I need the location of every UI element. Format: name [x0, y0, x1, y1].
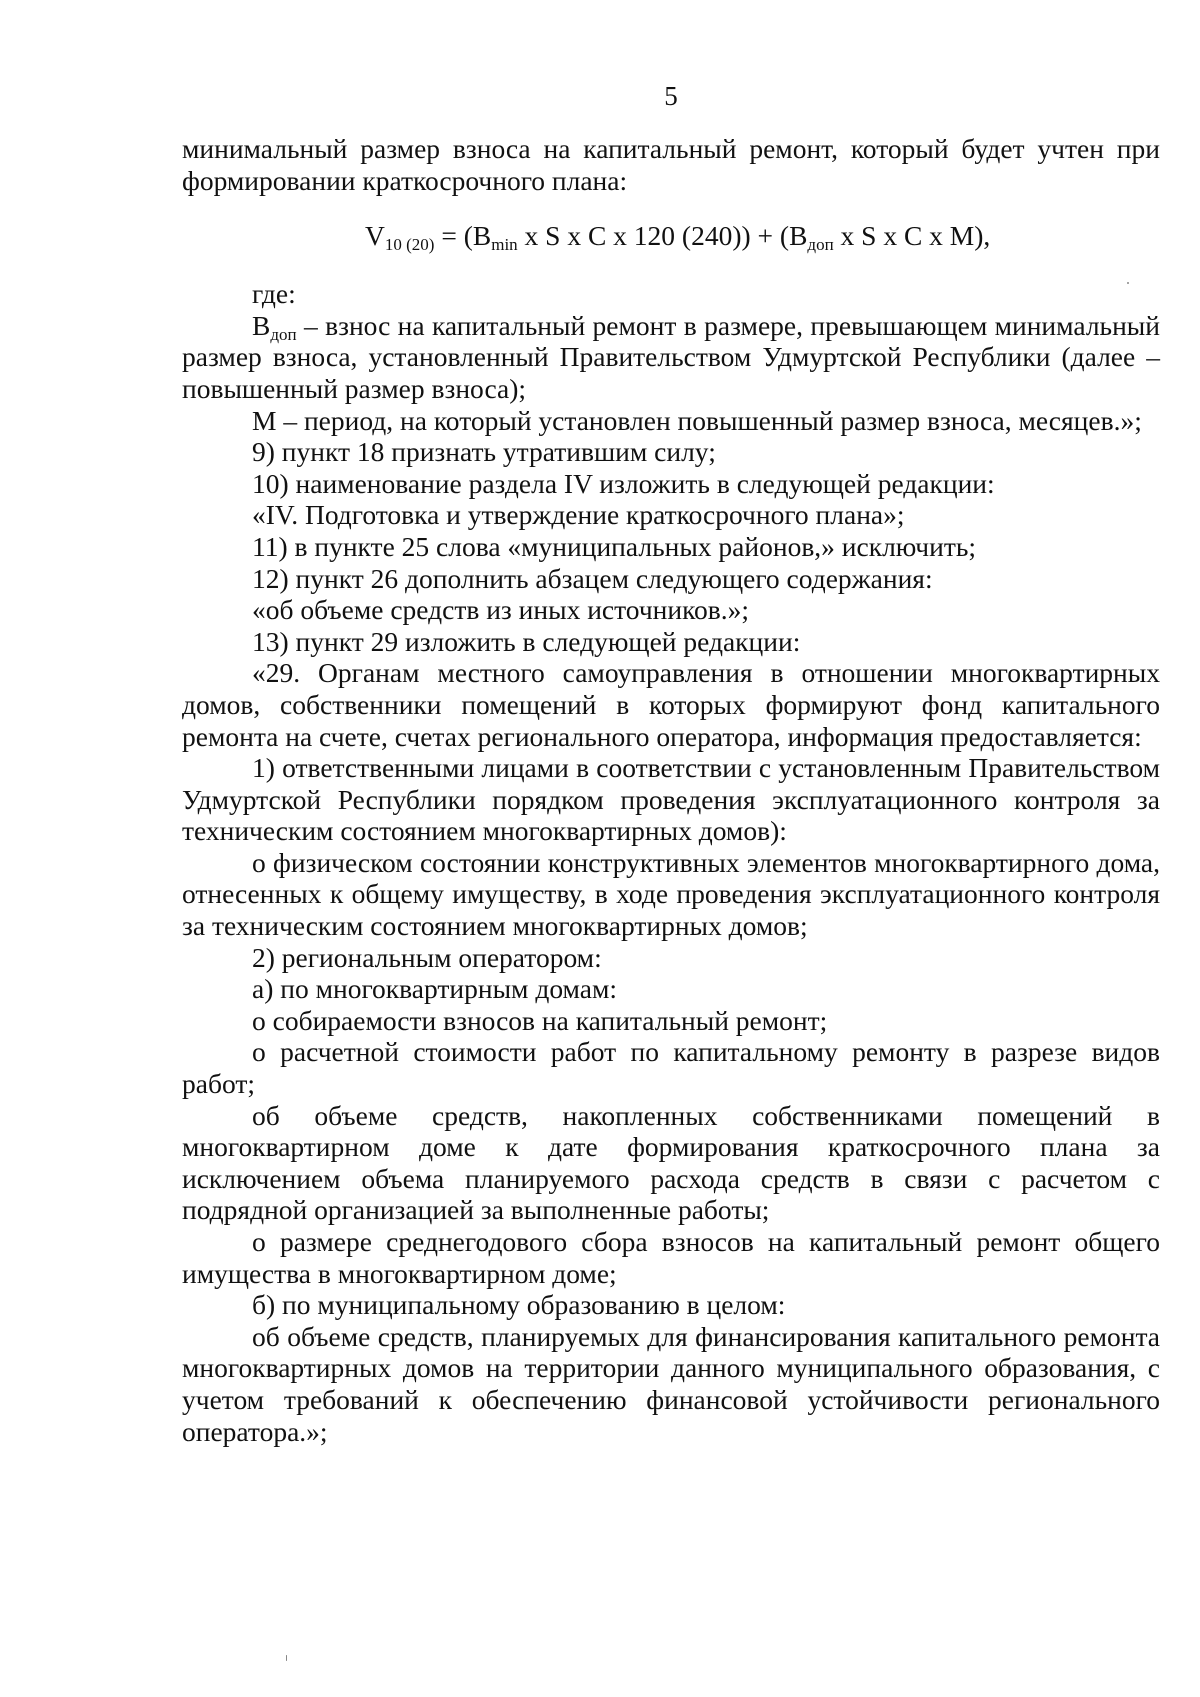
subitem-2b-funding: об объеме средств, планируемых для финансирования капитального ремонта многоквартирных домов на территории данного муниципального образования, с учетом требований к обеспечению финансовой устойчивости регионального оператора.»; [182, 1320, 1160, 1447]
subitem-2a-cost: о расчетной стоимости работ по капитальному ремонту в разрезе видов работ; [182, 1036, 1160, 1100]
formula-part-3: x S x C x M), [833, 220, 991, 252]
item-13: 13) пункт 29 изложить в следующей редакции: [252, 625, 801, 657]
document-body [182, 133, 1160, 1447]
formula-bmin-subscript: min [491, 235, 518, 255]
formula-part-2: x S x C x 120 (240)) + (B [517, 220, 808, 252]
formula-part-1: = (B [434, 220, 492, 252]
subitem-1: 1) ответственными лицами в соответствии с установленным Правительством Удмуртской Республики порядком проведения эксплуатационного контроля за техническим состоянием многоквартирных домов): [182, 752, 1160, 847]
page-number: 5 [664, 81, 678, 111]
paragraph-29: «29. Органам местного самоуправления в отношении многоквартирных домов, собственники помещений в которых формируют фонд капитального ремонта на счете, счетах регионального оператора, информация предоставляется: [182, 657, 1160, 752]
subitem-2a: а) по многоквартирным домам: [252, 973, 618, 1005]
item-11: 11) в пункте 25 слова «муниципальных районов,» исключить; [252, 530, 977, 562]
paragraph-intro: минимальный размер взноса на капитальный ремонт, который будет учтен при формировании краткосрочного плана: [182, 133, 1160, 196]
definition-m: M – период, на который установлен повышенный размер взноса, месяцев.»; [252, 404, 1142, 436]
item-12-quote: «об объеме средств из иных источников.»; [252, 594, 750, 626]
definition-bdop-text: – взнос на капитальный ремонт в размере, превышающем минимальный размер взноса, установленный Правительством Удмуртской Республики (далее – повышенный размер взноса); [182, 309, 1160, 404]
formula-v: V [365, 220, 385, 252]
scan-speck [1127, 282, 1129, 284]
subitem-2b: б) по муниципальному образованию в целом: [252, 1289, 786, 1321]
formula-v-subscript: 10 (20) [384, 235, 435, 255]
item-10: 10) наименование раздела IV изложить в следующей редакции: [252, 467, 995, 499]
definition-bdop [182, 310, 1160, 405]
item-12: 12) пункт 26 дополнить абзацем следующего содержания: [252, 562, 933, 594]
subitem-2a-collection: о собираемости взносов на капитальный ремонт; [252, 1004, 828, 1036]
scan-speck [286, 1655, 287, 1661]
item-9: 9) пункт 18 признать утратившим силу; [252, 436, 716, 468]
subitem-1-text: о физическом состоянии конструктивных элементов многоквартирного дома, отнесенных к общему имуществу, в ходе проведения эксплуатационного контроля за техническим состоянием многоквартирных домов; [182, 846, 1160, 942]
subitem-2: 2) региональным оператором: [252, 941, 602, 973]
definition-bdop-term: B [252, 309, 271, 341]
item-10-quote: «IV. Подготовка и утверждение краткосрочного плана»; [252, 499, 905, 531]
formula [182, 220, 1160, 255]
subitem-2a-funds: об объеме средств, накопленных собственниками помещений в многоквартирном доме к дате формирования краткосрочного плана за исключением объема планируемого расхода средств в связи с расчетом с подрядной организацией за выполненные работы; [182, 1099, 1160, 1226]
subitem-2a-annual: о размере среднегодового сбора взносов на капитальный ремонт общего имущества в многоквартирном доме; [182, 1226, 1160, 1289]
definition-bdop-subscript: доп [270, 324, 297, 344]
formula-bdop-subscript: доп [807, 235, 834, 255]
paragraph-where: где: [252, 278, 296, 310]
